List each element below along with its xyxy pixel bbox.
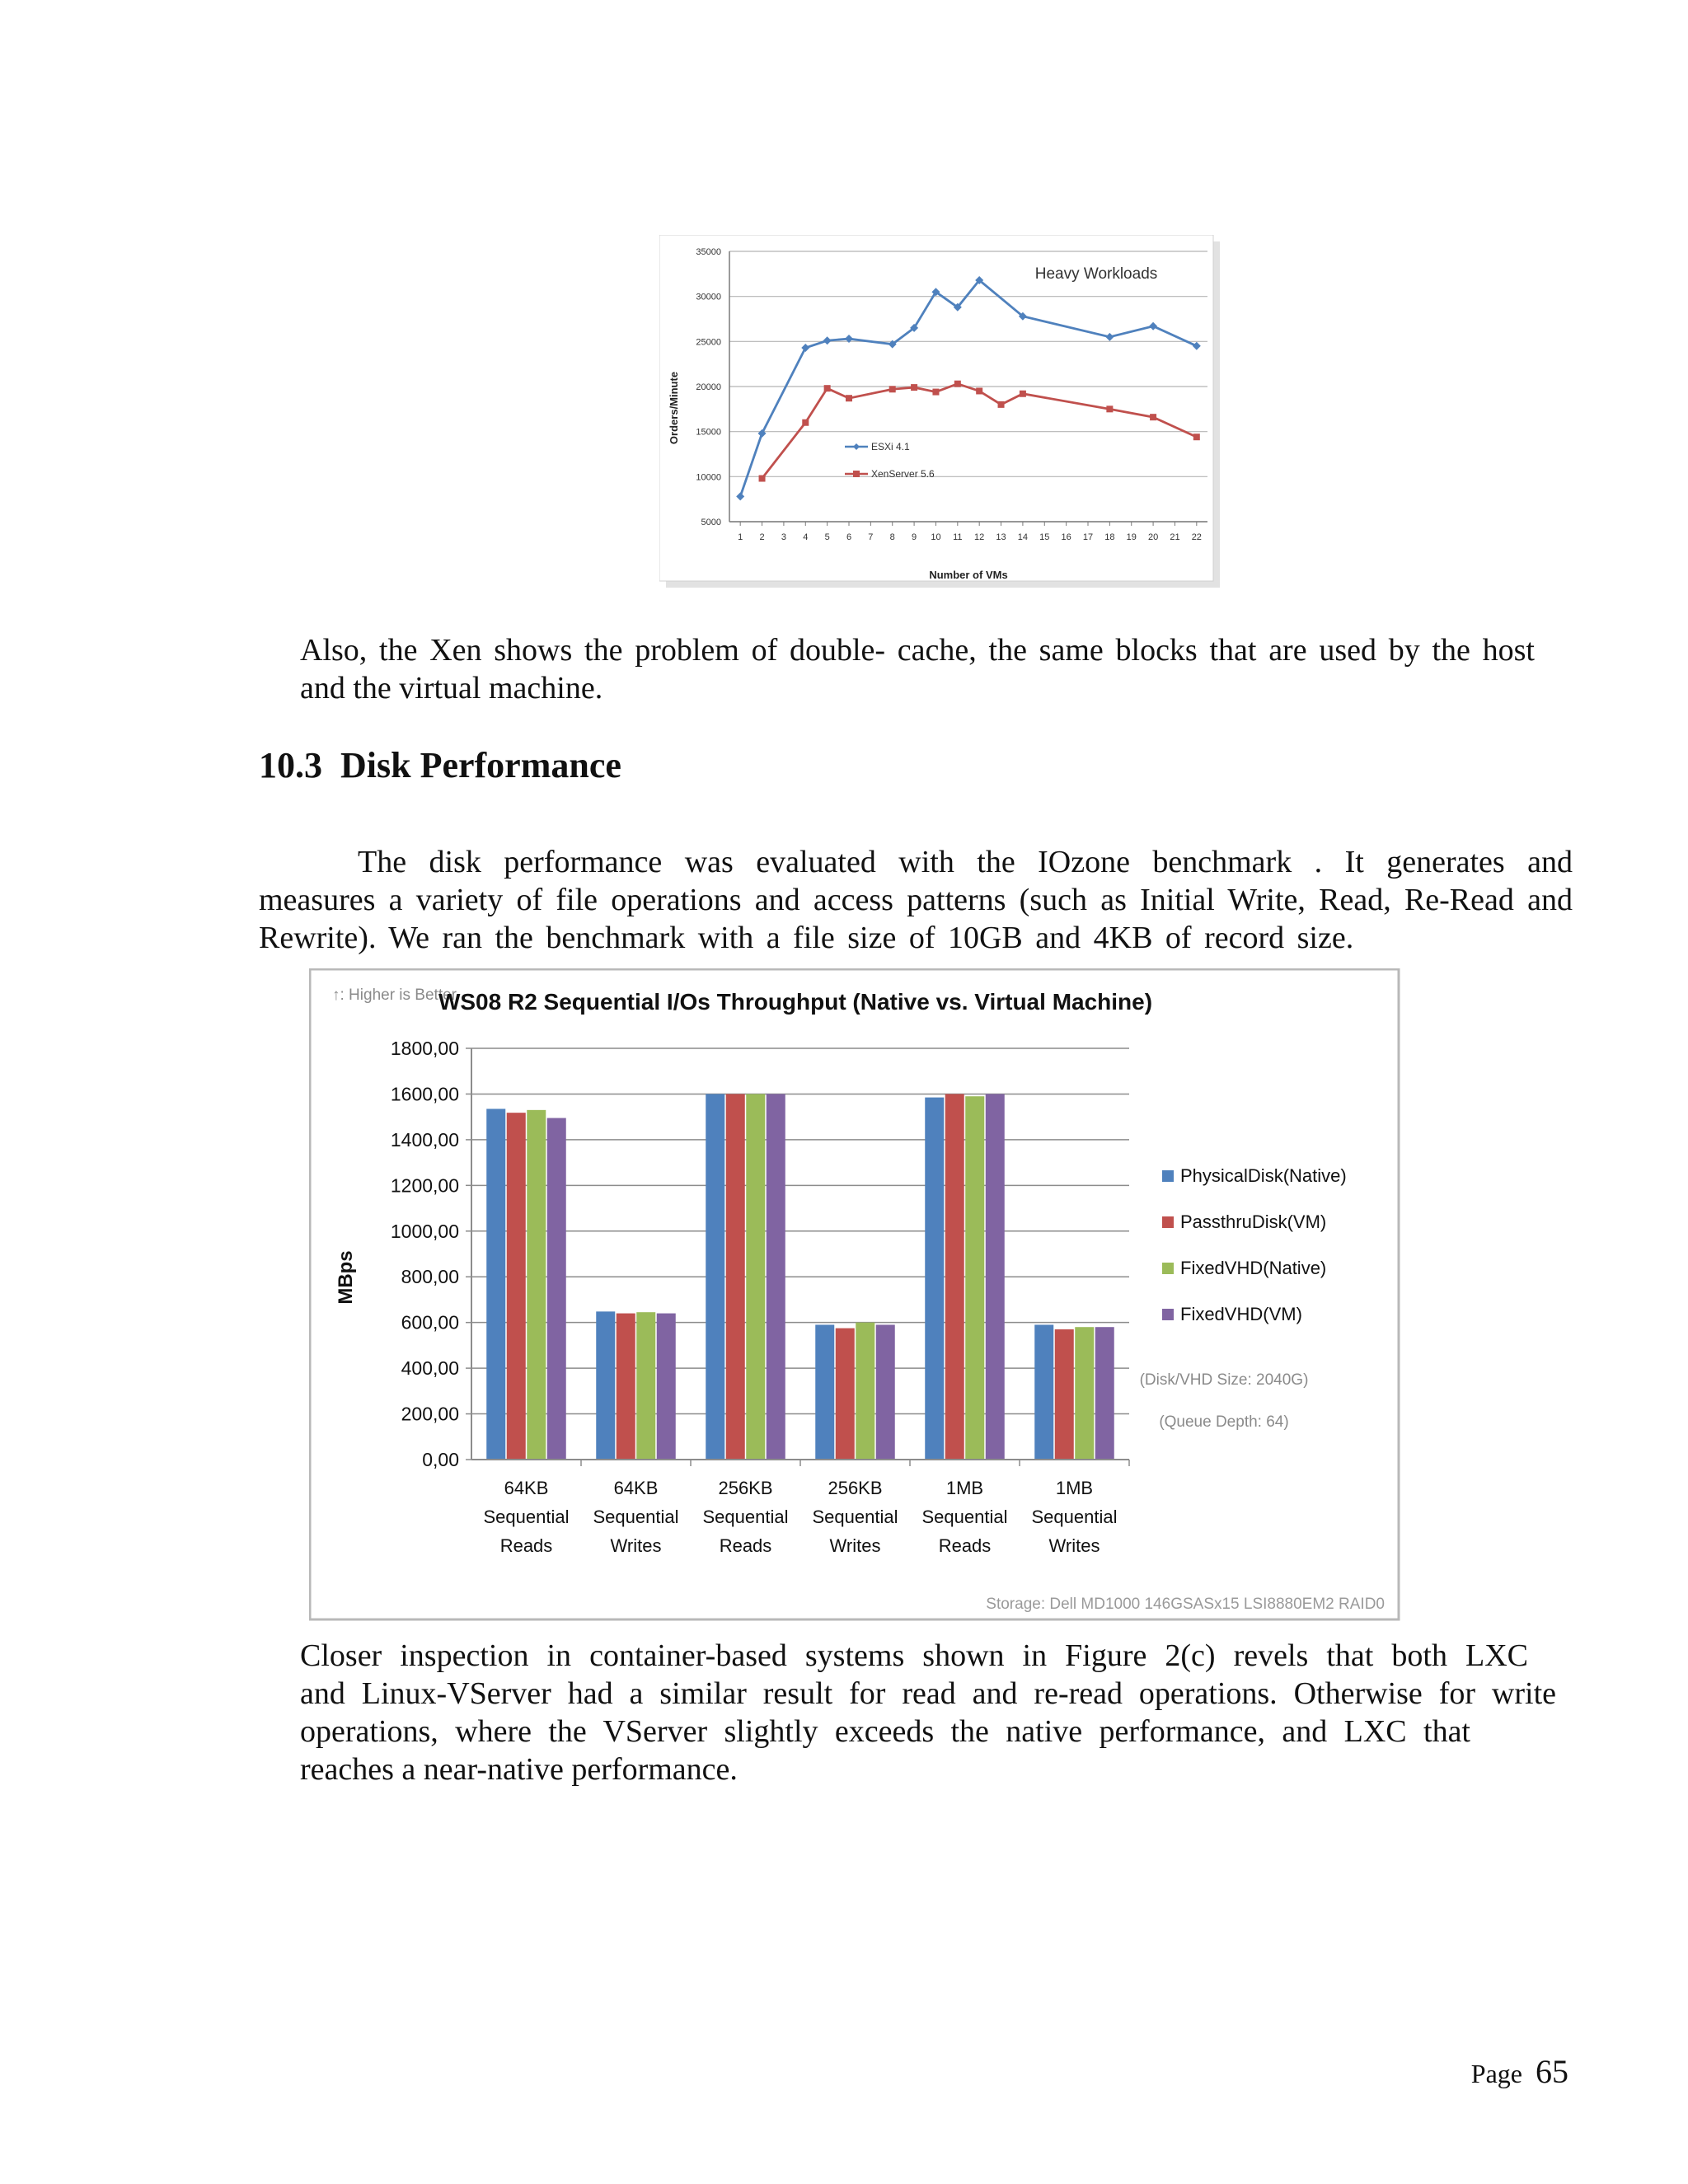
y-tick-label: 1400,00 (390, 1128, 459, 1151)
paragraph-double-cache-end (300, 669, 1535, 707)
category-label: Writes (1048, 1535, 1100, 1556)
data-point (1150, 414, 1156, 420)
category-label: 256KB (718, 1478, 773, 1498)
category-label: Writes (610, 1535, 662, 1556)
y-tick-label: 35000 (696, 247, 721, 257)
text-line: Also, the Xen shows the problem of double- cache, the same blocks that are used by the host (300, 633, 1535, 668)
bar (547, 1118, 566, 1460)
text-line: reaches a near-native performance. (300, 1752, 738, 1787)
bar (486, 1108, 505, 1460)
x-tick-label: 2 (759, 532, 765, 542)
bar (726, 1094, 745, 1460)
data-point (759, 476, 766, 482)
legend-label: FixedVHD(Native) (1180, 1258, 1327, 1278)
y-tick-label: 5000 (701, 518, 721, 527)
bar (876, 1324, 895, 1460)
y-tick-label: 200,00 (401, 1403, 459, 1425)
x-tick-label: 19 (1126, 532, 1137, 542)
y-tick-label: 10000 (696, 472, 721, 483)
bar (706, 1094, 724, 1460)
category-label: Writes (829, 1535, 881, 1556)
data-point (976, 387, 982, 394)
x-tick-label: 11 (953, 532, 963, 542)
legend-label: ESXi 4.1 (871, 441, 910, 452)
text-line: operations, where the VServer slightly exceeds the native performance, and LXC that (300, 1714, 1470, 1749)
y-tick-label: 1800,00 (390, 1038, 459, 1059)
page-label: Page (1470, 2059, 1522, 2088)
y-tick-label: 30000 (696, 292, 721, 302)
bar (767, 1094, 785, 1460)
data-point (1106, 405, 1113, 412)
line-chart-x-axis-label: Number of VMs (929, 569, 1008, 581)
x-tick-label: 15 (1039, 532, 1050, 542)
storage-footnote: Storage: Dell MD1000 146GSASx15 LSI8880EM2 RAID0 (986, 1596, 1385, 1613)
text-line: Rewrite). We ran the benchmark with a file size of 10GB and 4KB of record size. (259, 921, 1354, 955)
legend-label: PhysicalDisk(Native) (1180, 1165, 1347, 1186)
bar (856, 1323, 874, 1460)
bar (925, 1098, 944, 1460)
x-tick-label: 8 (889, 532, 895, 542)
y-tick-label: 1000,00 (390, 1220, 459, 1242)
bar (1055, 1329, 1074, 1460)
category-label: 64KB (504, 1478, 549, 1498)
x-tick-label: 1 (738, 532, 743, 542)
section-number: 10.3 (259, 745, 322, 785)
x-tick-label: 5 (824, 532, 830, 542)
category-label: Reads (499, 1535, 553, 1556)
legend-swatch (1162, 1216, 1174, 1228)
queue-depth-annotation: (Queue Depth: 64) (1159, 1413, 1289, 1431)
x-tick-label: 12 (974, 532, 985, 542)
x-tick-label: 20 (1147, 532, 1159, 542)
text-line: The disk performance was evaluated with the IOzone benchmark . It generates and (358, 845, 1573, 879)
bar (1075, 1327, 1094, 1460)
disk-size-annotation: (Disk/VHD Size: 2040G) (1139, 1371, 1309, 1389)
x-tick-label: 7 (868, 532, 874, 542)
category-label: 256KB (828, 1478, 883, 1498)
line-chart-title: Heavy Workloads (1034, 265, 1158, 283)
y-tick-label: 20000 (696, 382, 721, 392)
x-tick-label: 9 (912, 532, 917, 542)
bar-chart (309, 968, 1401, 1624)
data-point (954, 381, 961, 387)
x-tick-label: 4 (803, 532, 809, 542)
y-tick-label: 600,00 (401, 1311, 459, 1333)
data-point (1193, 434, 1200, 440)
bar-chart-y-axis-label: MBps (335, 1250, 357, 1305)
bar (1095, 1327, 1114, 1460)
legend-swatch (1162, 1309, 1174, 1320)
higher-is-better-note: ↑: Higher is Better (332, 987, 457, 1004)
x-tick-label: 22 (1191, 532, 1202, 542)
page-number: 65 (1536, 2053, 1568, 2090)
x-tick-label: 10 (931, 532, 941, 542)
category-label: Sequential (593, 1507, 679, 1527)
category-label: Sequential (1031, 1507, 1118, 1527)
bar (657, 1314, 676, 1460)
paragraph-container-systems (300, 1637, 1556, 1788)
y-tick-label: 400,00 (401, 1357, 459, 1380)
y-tick-label: 25000 (696, 337, 721, 348)
figure-frame (659, 235, 1213, 581)
category-label: Sequential (702, 1507, 789, 1527)
x-tick-label: 14 (1017, 532, 1029, 542)
paragraph-disk-performance (259, 843, 1573, 957)
data-point (911, 384, 917, 391)
bar (945, 1094, 964, 1460)
legend-label: FixedVHD(VM) (1180, 1304, 1302, 1324)
bar (636, 1312, 655, 1460)
legend-label: PassthruDisk(VM) (1180, 1212, 1327, 1232)
legend-swatch (1162, 1170, 1174, 1182)
legend-label: XenServer 5.6 (871, 468, 935, 480)
text-line: and the virtual machine. (300, 671, 603, 705)
section-title: Disk Performance (340, 745, 621, 785)
x-tick-label: 3 (781, 532, 786, 542)
x-tick-label: 21 (1170, 532, 1180, 542)
bar (836, 1329, 855, 1460)
y-tick-label: 15000 (696, 427, 721, 438)
x-tick-label: 18 (1104, 532, 1115, 542)
data-point (824, 385, 831, 391)
x-tick-label: 17 (1082, 532, 1094, 542)
bar-chart-title: WS08 R2 Sequential I/Os Throughput (Native vs. Virtual Machine) (438, 989, 1153, 1015)
x-tick-label: 13 (996, 532, 1006, 542)
page-footer (1471, 2052, 1568, 2091)
x-tick-label: 6 (846, 532, 852, 542)
section-heading (259, 744, 621, 786)
data-point (846, 395, 852, 401)
bar (596, 1311, 615, 1460)
bar (965, 1096, 984, 1460)
line-chart (659, 235, 1224, 593)
category-label: 1MB (1055, 1478, 1094, 1498)
y-tick-label: 1200,00 (390, 1174, 459, 1197)
category-label: 1MB (945, 1478, 984, 1498)
bar (746, 1094, 765, 1460)
paragraph-double-cache (300, 631, 1535, 669)
text-line: Closer inspection in container-based systems shown in Figure 2(c) revels that both LXC (300, 1638, 1528, 1673)
bar (617, 1314, 635, 1460)
legend-marker (853, 471, 860, 477)
text-line: and Linux-VServer had a similar result for read and re-read operations. Otherwise for write (300, 1676, 1556, 1711)
legend-swatch (1162, 1263, 1174, 1274)
category-label: Sequential (921, 1507, 1008, 1527)
category-label: Sequential (483, 1507, 570, 1527)
category-label: Reads (719, 1535, 772, 1556)
category-label: Reads (938, 1535, 992, 1556)
bar (1034, 1324, 1053, 1460)
bar (507, 1113, 526, 1460)
category-label: 64KB (613, 1478, 659, 1498)
data-point (932, 389, 939, 396)
x-tick-label: 16 (1061, 532, 1071, 542)
bar (527, 1110, 546, 1460)
bar (815, 1324, 834, 1460)
category-label: Sequential (812, 1507, 898, 1527)
y-tick-label: 0,00 (422, 1449, 459, 1470)
y-tick-label: 1600,00 (390, 1083, 459, 1105)
text-line: measures a variety of file operations and access patterns (such as Initial Write, Read, Re-Read and (259, 883, 1573, 917)
data-point (998, 401, 1005, 408)
bar (986, 1094, 1005, 1460)
data-point (1020, 391, 1026, 397)
line-chart-y-axis-label: Orders/Minute (668, 371, 680, 445)
y-tick-label: 800,00 (401, 1266, 459, 1288)
data-point (802, 419, 809, 426)
data-point (889, 386, 896, 392)
